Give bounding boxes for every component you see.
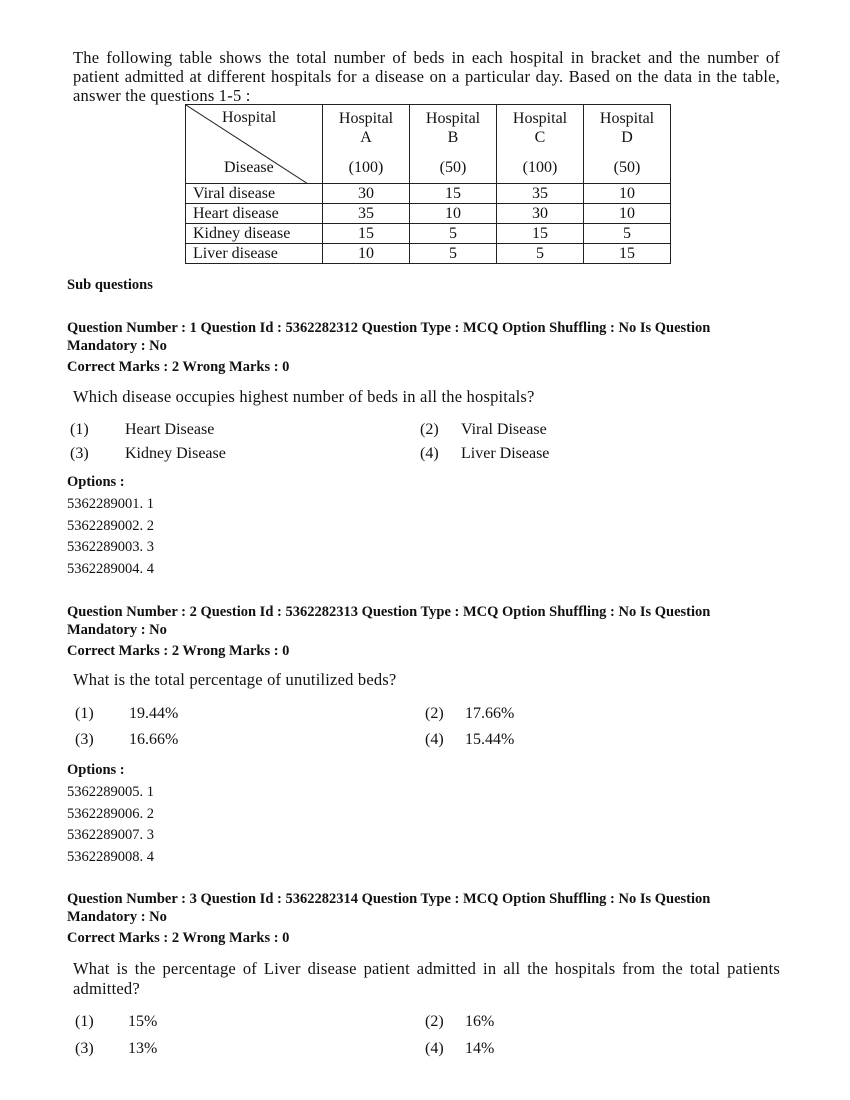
row-label: Kidney disease xyxy=(186,224,323,244)
beds-count-c: (100) xyxy=(522,159,558,176)
table-cell: 5 xyxy=(497,244,584,264)
question-3-marks: Correct Marks : 2 Wrong Marks : 0 xyxy=(67,930,290,946)
beds-count-b: (50) xyxy=(439,159,467,176)
question-3-meta: Question Number : 3 Question Id : 5362282314 Question Type : MCQ Option Shuffling : No Is Question Mandatory : No xyxy=(67,891,711,925)
table-row xyxy=(186,204,671,224)
corner-disease-label: Disease xyxy=(224,159,274,176)
option-code: 5362289007. 3 xyxy=(67,827,154,843)
table-cell: 30 xyxy=(497,204,584,224)
hospital-header-b: Hospital B (50) xyxy=(410,105,497,184)
question-1-options-label: Options : xyxy=(67,474,125,490)
table-cell: 5 xyxy=(410,244,497,264)
question-1-option-codes xyxy=(67,494,154,580)
question-3-choice-1: (1) 15% xyxy=(75,1013,158,1030)
intro-paragraph: The following table shows the total number of beds in each hospital in bracket and the number of patient admitted at different hospitals for a disease on a particular day. Based on the data in the table, answer the questions 1-5 : xyxy=(73,48,780,105)
table-cell: 15 xyxy=(497,224,584,244)
question-1-text: Which disease occupies highest number of beds in all the hospitals? xyxy=(73,387,535,406)
question-3-choice-3: (3) 13% xyxy=(75,1040,158,1057)
option-code: 5362289003. 3 xyxy=(67,539,154,555)
table-cell: 30 xyxy=(323,184,410,204)
question-1-choice-3: (3) Kidney Disease xyxy=(70,445,226,462)
option-code: 5362289002. 2 xyxy=(67,517,154,534)
table-row xyxy=(186,224,671,244)
option-code: 5362289004. 4 xyxy=(67,560,154,577)
question-1-choice-2: (2) Viral Disease xyxy=(420,421,547,438)
table-cell: 10 xyxy=(410,204,497,224)
table-cell: 15 xyxy=(584,244,671,264)
question-3-choice-4: (4) 14% xyxy=(425,1040,495,1057)
question-2-choice-3: (3) 16.66% xyxy=(75,731,179,748)
question-2-option-codes xyxy=(67,782,154,868)
hospital-header-a: Hospital A (100) xyxy=(323,105,410,184)
table-cell: 10 xyxy=(584,204,671,224)
question-3-choice-2: (2) 16% xyxy=(425,1013,495,1030)
question-1-choice-1: (1) Heart Disease xyxy=(70,421,215,438)
question-3-text: What is the percentage of Liver disease patient admitted in all the hospitals from the total patients admitted? xyxy=(73,959,780,998)
table-cell: 5 xyxy=(410,224,497,244)
table-cell: 10 xyxy=(323,244,410,264)
option-code: 5362289005. 1 xyxy=(67,784,154,800)
table-cell: 15 xyxy=(323,224,410,244)
question-2-text: What is the total percentage of unutilized beds? xyxy=(73,670,397,689)
question-2-marks: Correct Marks : 2 Wrong Marks : 0 xyxy=(67,643,290,659)
table-cell: 10 xyxy=(584,184,671,204)
table-cell: 35 xyxy=(497,184,584,204)
question-2-choice-4: (4) 15.44% xyxy=(425,731,515,748)
row-label: Viral disease xyxy=(186,184,323,204)
question-1-meta: Question Number : 1 Question Id : 5362282312 Question Type : MCQ Option Shuffling : No Is Question Mandatory : No xyxy=(67,320,711,354)
beds-count-d: (50) xyxy=(613,159,641,176)
question-1-choice-4: (4) Liver Disease xyxy=(420,445,550,462)
question-1-marks: Correct Marks : 2 Wrong Marks : 0 xyxy=(67,359,290,375)
hospital-header-d: Hospital D (50) xyxy=(584,105,671,184)
table-header-row xyxy=(186,105,671,184)
table-cell: 15 xyxy=(410,184,497,204)
option-code: 5362289006. 2 xyxy=(67,805,154,822)
option-code: 5362289001. 1 xyxy=(67,496,154,512)
question-2-meta: Question Number : 2 Question Id : 5362282313 Question Type : MCQ Option Shuffling : No Is Question Mandatory : No xyxy=(67,604,711,638)
row-label: Liver disease xyxy=(186,244,323,264)
row-label: Heart disease xyxy=(186,204,323,224)
question-2-choice-1: (1) 19.44% xyxy=(75,705,179,722)
question-2-options-label: Options : xyxy=(67,762,125,778)
table-cell: 5 xyxy=(584,224,671,244)
table-cell: 35 xyxy=(323,204,410,224)
corner-hospital-label: Hospital xyxy=(222,109,277,126)
beds-count-a: (100) xyxy=(348,159,384,176)
table-row xyxy=(186,184,671,204)
table-row xyxy=(186,244,671,264)
hospital-header-c: Hospital C (100) xyxy=(497,105,584,184)
option-code: 5362289008. 4 xyxy=(67,848,154,865)
sub-questions-heading: Sub questions xyxy=(67,277,153,293)
question-2-choice-2: (2) 17.66% xyxy=(425,705,515,722)
table-corner-cell xyxy=(186,105,323,184)
beds-table xyxy=(185,104,671,264)
